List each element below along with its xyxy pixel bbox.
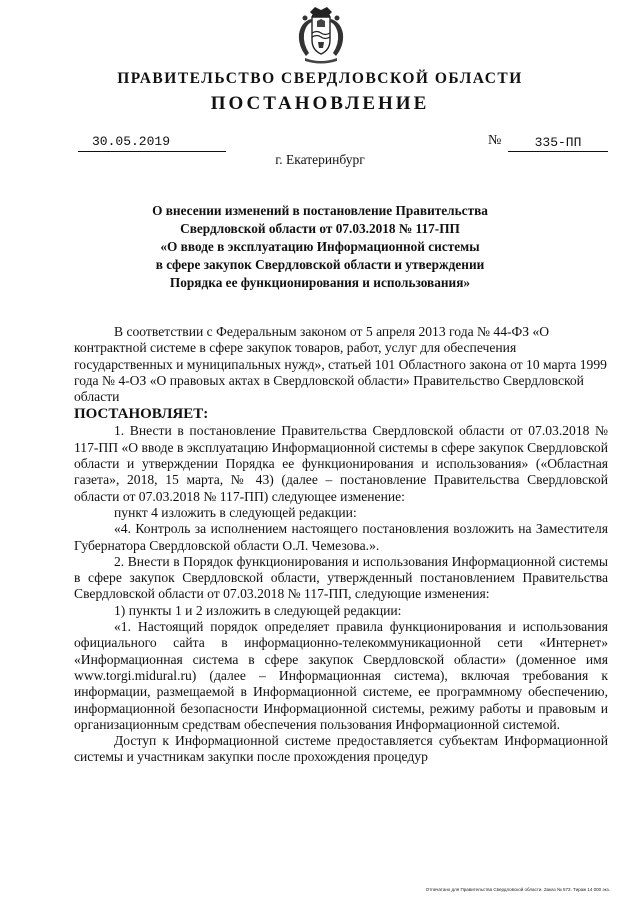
- document-date-field: [78, 132, 226, 152]
- document-title-line: Порядка ее функционирования и использования»: [169, 275, 471, 290]
- document-number: 335-ПП: [534, 135, 582, 150]
- body-paragraph: «4. Контроль за исполнением настоящего постановления возложить на Заместителя Губернатора Свердловской области О.Л. Чемезова.».: [74, 521, 608, 553]
- document-type: ПОСТАНОВЛЕНИЕ: [210, 93, 430, 114]
- body-paragraph: Доступ к Информационной системе предоставляется субъектам Информационной системы и участникам закупки после прохождения процедур: [74, 733, 608, 765]
- body-paragraph: 1. Внести в постановление Правительства Свердловской области от 07.03.2018 № 117-ПП «О вводе в эксплуатацию Информационной системы в сфере закупок Свердловской области и утверждении Порядка ее функционирования и использования» («Областная газета», 2018, 15 марта, № 43) (далее – постановление Правительства Свердловской области от 07.03.2018 № 117-ПП) следующее изменение:: [74, 423, 608, 504]
- document-date: 30.05.2019: [92, 134, 171, 149]
- sverdlovsk-coat-of-arms-icon: [296, 6, 346, 64]
- document-number-field: [508, 132, 608, 152]
- government-name: ПРАВИТЕЛЬСТВО СВЕРДЛОВСКОЙ ОБЛАСТИ: [117, 70, 523, 87]
- city-name: г. Екатеринбург: [275, 152, 365, 167]
- document-number-label: №: [488, 133, 502, 148]
- body-paragraph: 1) пункты 1 и 2 изложить в следующей редакции:: [114, 602, 402, 618]
- document-title: [120, 202, 520, 292]
- document-body: [74, 324, 608, 766]
- body-paragraph: пункт 4 изложить в следующей редакции:: [114, 504, 357, 520]
- body-paragraph: «1. Настоящий порядок определяет правила функционирования и использования официального сайта в информационно-телекоммуникационной сети «Интернет» «Информационная система в сфере закупок Свердловской области» (доменное имя www.torgi.midural.ru) (далее – Информационная система), включая требования к информации, размещаемой в Информационной системе, ее программному обеспечению, информационной безопасности Информационной системы, режиму работы и правовым и организационным средствам обеспечения пользования Информационной системой.: [74, 619, 608, 732]
- document-title-line: «О вводе в эксплуатацию Информационной системы: [160, 239, 480, 254]
- print-imprint-note: Отпечатано для Правительства Свердловской области. Заказ № 573. Тираж 14 000 экз.: [425, 887, 610, 892]
- resolves-heading: ПОСТАНОВЛЯЕТ:: [74, 406, 209, 423]
- body-paragraph: 2. Внести в Порядок функционирования и использования Информационной системы в сфере закупок Свердловской области, утвержденный постановлением Правительства Свердловской области от 07.03.2018 № 117-ПП, следующие изменения:: [74, 553, 608, 602]
- document-title-line: О внесении изменений в постановление Правительства: [152, 203, 488, 218]
- preamble-paragraph: В соответствии с Федеральным законом от 5 апреля 2013 года № 44-ФЗ «О контрактной системе в сфере закупок товаров, работ, услуг для обеспечения государственных и муниципальных нужд», статьей 101 Областного закона от 10 марта 1999 года № 4-ОЗ «О правовых актах в Свердловской области» Правительство Свердловской области: [74, 324, 607, 405]
- document-title-line: в сфере закупок Свердловской области и утверждении: [155, 257, 485, 272]
- document-title-line: Свердловской области от 07.03.2018 № 117-ПП: [180, 221, 460, 236]
